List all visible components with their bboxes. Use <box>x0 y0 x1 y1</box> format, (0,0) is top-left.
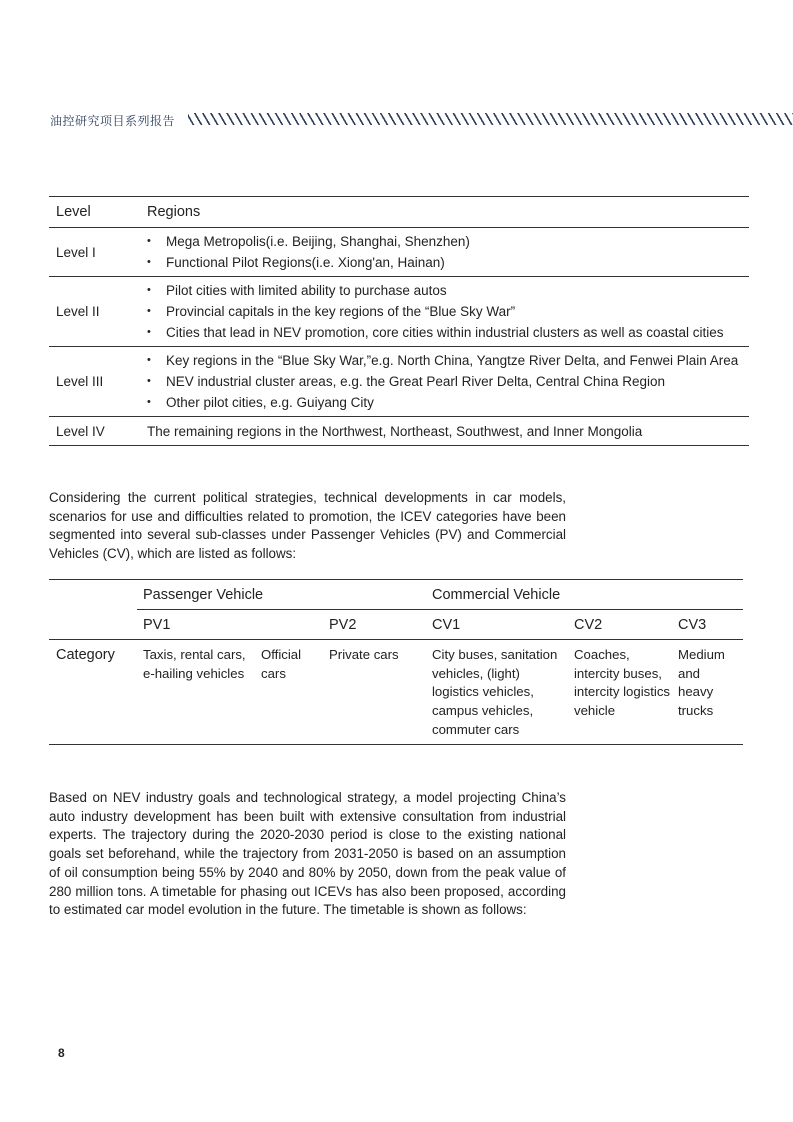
subclass-header-pv2: PV2 <box>329 617 357 633</box>
region-level-table <box>49 196 749 446</box>
subclass-header-pv1: PV1 <box>143 617 171 633</box>
table-row <box>49 417 749 446</box>
column-header-regions: Regions <box>147 204 201 220</box>
table-row <box>49 277 749 347</box>
body-paragraph: Considering the current political strategies, technical developments in car models, scenarios for use and difficulties related to promotion, the ICEV categories have been segmented into several sub-classes under Passenger Vehicles (PV) and Commercial Vehicles (CV), which are listed as follows: <box>49 490 566 562</box>
regions-cell: The remaining regions in the Northwest, Northeast, Southwest, and Inner Mongolia <box>147 423 643 439</box>
cv3-cell: Medium and heavy trucks <box>678 647 725 719</box>
regions-cell <box>147 280 749 343</box>
level-cell: Level III <box>56 374 104 389</box>
table-row <box>49 347 749 417</box>
row-label-category: Category <box>56 647 115 663</box>
pv2-cell: Private cars <box>329 647 399 662</box>
regions-cell <box>147 231 749 273</box>
table-divider <box>49 639 743 640</box>
page-number: 8 <box>58 1046 65 1060</box>
list-item: • Mega Metropolis(i.e. Beijing, Shanghai, Shenzhen) <box>147 231 749 252</box>
table-row <box>49 228 749 277</box>
level-cell: Level IV <box>56 423 105 439</box>
list-item: • Functional Pilot Regions(i.e. Xiong'an, Hainan) <box>147 252 749 273</box>
page-header <box>50 110 745 130</box>
column-header-level: Level <box>56 204 91 220</box>
header-hatch-decoration <box>188 113 793 125</box>
list-item: • Provincial capitals in the key regions of the “Blue Sky War” <box>147 301 749 322</box>
list-item: • Pilot cities with limited ability to purchase autos <box>147 280 749 301</box>
group-header-passenger-vehicle: Passenger Vehicle <box>143 587 264 603</box>
vehicle-category-table <box>49 579 743 745</box>
list-item: • Key regions in the “Blue Sky War,”e.g. North China, Yangtze River Delta, and Fenwei Plain Area <box>147 350 749 371</box>
subclass-header-cv2: CV2 <box>574 617 603 633</box>
header-title: 油控研究项目系列报告 <box>50 114 176 128</box>
table-header-row <box>49 197 749 228</box>
table-divider <box>137 609 743 610</box>
regions-cell <box>147 350 749 413</box>
subclass-header-cv3: CV3 <box>678 617 707 633</box>
subclass-header-cv1: CV1 <box>432 617 461 633</box>
cv2-cell: Coaches, intercity buses, intercity logistics vehicle <box>574 647 671 719</box>
cv1-cell: City buses, sanitation vehicles, (light) logistics vehicles, campus vehicles, commuter cars <box>432 647 558 737</box>
level-cell: Level II <box>56 304 100 319</box>
list-item: • Other pilot cities, e.g. Guiyang City <box>147 392 749 413</box>
list-item: • NEV industrial cluster areas, e.g. the Great Pearl River Delta, Central China Region <box>147 371 749 392</box>
list-item: • Cities that lead in NEV promotion, core cities within industrial clusters as well as coastal cities <box>147 322 749 343</box>
body-paragraph: Based on NEV industry goals and technological strategy, a model projecting China’s auto industry development has been built with extensive consultation from industrial experts. The trajectory during the 2020-2030 period is close to the existing national goals set beforehand, while the trajectory from 2031-2050 is based on an assumption of oil consumption being 55% by 2040 and 80% by 2050, down from the peak value of 280 million tons. A timetable for phasing out ICEVs has also been proposed, according to estimated car model evolution in the future. The timetable is shown as follows: <box>49 790 566 918</box>
pv1-taxis-cell: Taxis, rental cars, e-hailing vehicles <box>143 647 246 681</box>
level-cell: Level I <box>56 244 96 260</box>
group-header-commercial-vehicle: Commercial Vehicle <box>432 587 561 603</box>
pv1-official-cell: Official cars <box>261 647 302 681</box>
